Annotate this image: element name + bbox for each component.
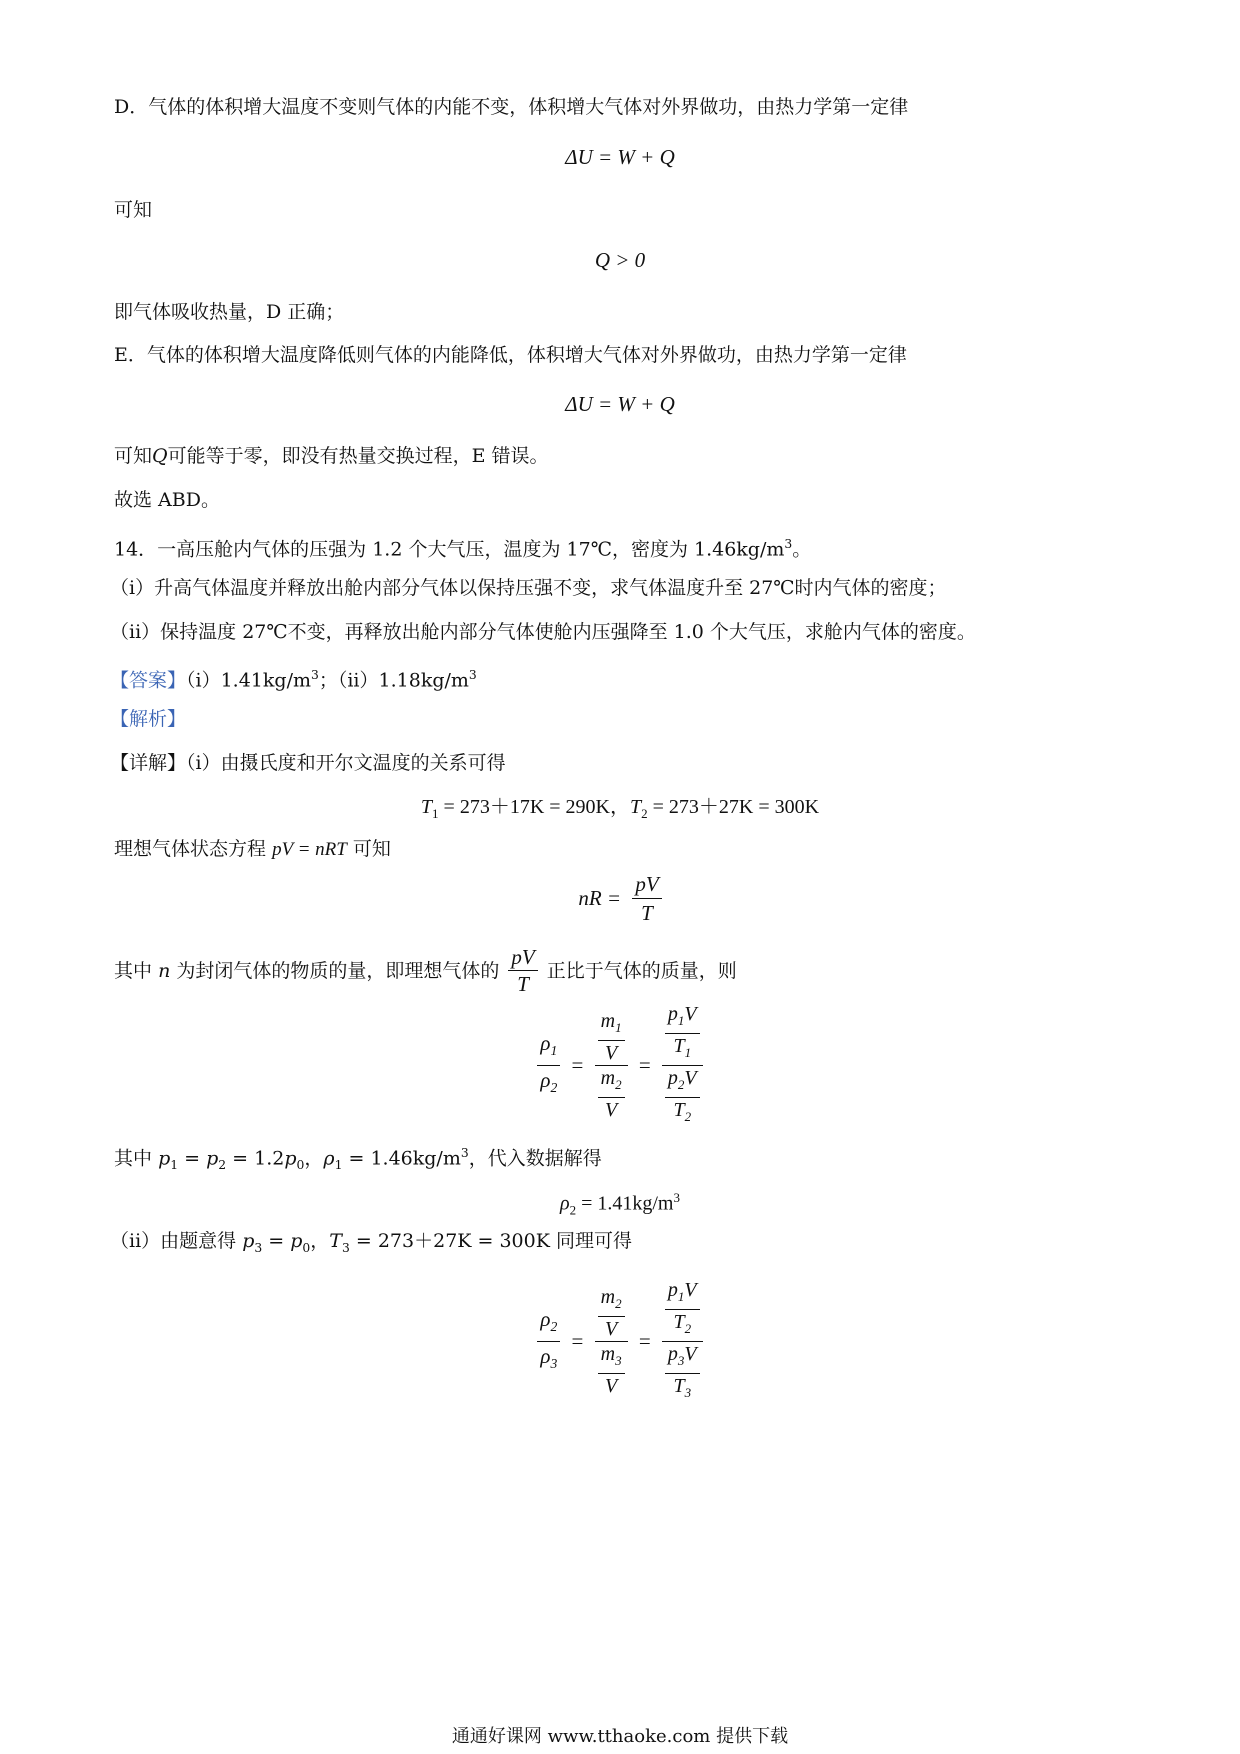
- answer-line: 【答案】$(i)1.41kg/m^3$；$(ii)1.18kg/m^3$: [110, 668, 477, 692]
- question-14-part-ii: （ii）保持温度 27℃不变，再释放出舱内部分气体使舱内压强降至 1.0 个大气压，求舱内气体的密度。: [110, 621, 976, 643]
- answer-tag: 【答案】: [110, 669, 187, 692]
- substitution-line: 其中 $p_1 = p_2 = 1.2p_0$，$\rho_1 = 1.46kg/m^3$，代入数据解得: [114, 1146, 602, 1173]
- q-positive-equation: Q > 0: [594, 248, 646, 272]
- first-law-equation-1: ΔU = W + Q: [565, 145, 675, 169]
- part-ii-line: （ii）由题意得 $p_3 = p_0$，$T_3 = 273+27K = 300K$ 同理可得: [110, 1230, 632, 1255]
- temperature-conversion-equation: $T_1 = 273+17K = 290K$，$T_2 = 273+27K = 300K$: [420, 796, 820, 821]
- keyi-text: 可知: [114, 199, 153, 221]
- n-explanation-line: 其中 n 为封闭气体的物质的量，即理想气体的 $\frac{pV}{T}$ 正比于气体的质量，则: [114, 945, 737, 996]
- nr-equation: nR = $\frac{pV}{T}$: [0, 870, 1240, 927]
- choice-summary: 故选 ABD。: [114, 489, 220, 511]
- rho2-result: $\rho_2 = 1.41kg/m^3$: [559, 1190, 680, 1218]
- ideal-gas-law-line: 理想气体状态方程 pV = nRT 可知: [114, 838, 391, 860]
- density-ratio-equation-1: $\frac{\rho_1}{\rho_2}$ = $\frac{\frac{m_1}{V}}{\frac{m_2}{V}}$ = $\frac{\frac{p_1V}{T_1}}{\frac{p_2V}{T_2}}$: [0, 1002, 1240, 1129]
- first-law-equation-2: ΔU = W + Q: [565, 392, 675, 416]
- detail-line: 【详解】（i）由摄氏度和开尔文温度的关系可得: [110, 752, 506, 774]
- option-d-conclusion: 即气体吸收热量，D 正确；: [114, 301, 345, 323]
- option-d-text: D．气体的体积增大温度不变则气体的内能不变，体积增大气体对外界做功，由热力学第一定律: [114, 96, 909, 118]
- page-footer: 通通好课网 www.tthaoke.com 提供下载: [451, 1726, 789, 1747]
- analysis-tag: 【解析】: [110, 708, 187, 730]
- option-e-text: E．气体的体积增大温度降低则气体的内能降低，体积增大气体对外界做功，由热力学第一定律: [114, 344, 907, 366]
- question-14-stem: 14．一高压舱内气体的压强为 1.2 个大气压，温度为 17℃，密度为 $1.46kg/m^3$。: [114, 537, 812, 561]
- question-14-part-i: （i）升高气体温度并释放出舱内部分气体以保持压强不变，求气体温度升至 27℃时内气体的密度；: [110, 577, 947, 599]
- density-ratio-equation-2: $\frac{\rho_2}{\rho_3}$ = $\frac{\frac{m_2}{V}}{\frac{m_3}{V}}$ = $\frac{\frac{p_1V}{T_2}}{\frac{p_3V}{T_3}}$: [0, 1278, 1240, 1405]
- option-e-conclusion: 可知Q可能等于零，即没有热量交换过程，E 错误。: [114, 445, 549, 467]
